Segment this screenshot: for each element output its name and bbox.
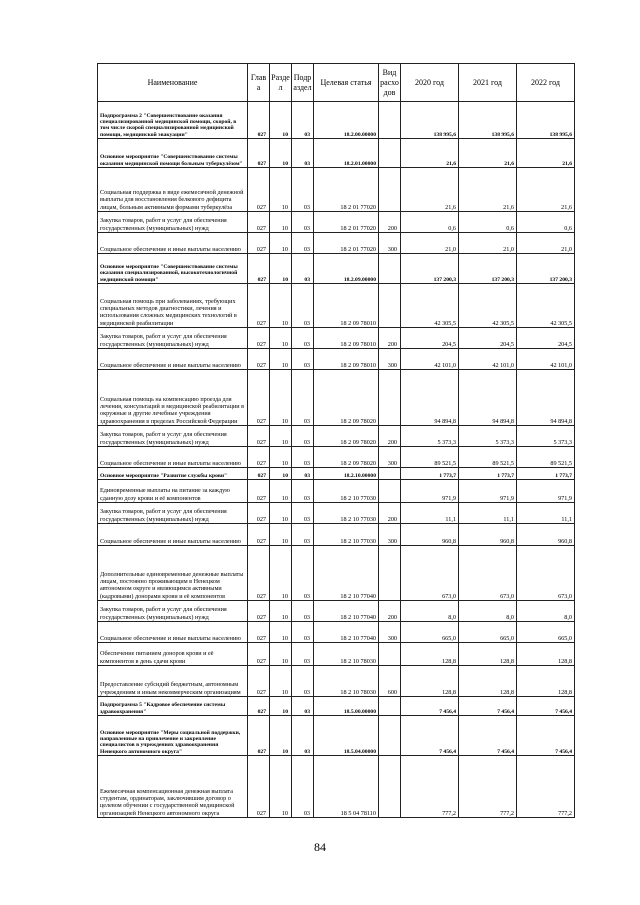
row-razdel: 10: [270, 697, 292, 716]
table-row: [98, 426, 575, 447]
row-2020: 21,0: [401, 233, 459, 254]
row-razdel: 10: [270, 254, 292, 284]
row-vid: 300: [379, 447, 401, 468]
row-2020: 8,0: [401, 601, 459, 622]
row-glava: 027: [248, 284, 270, 328]
row-glava: 027: [248, 102, 270, 139]
row-vid: [379, 139, 401, 168]
row-target: 18.5.00.00000: [314, 697, 379, 716]
table-row: [98, 503, 575, 524]
row-2020: 128,8: [401, 666, 459, 697]
page-number: 84: [314, 840, 326, 854]
row-name: Закупка товаров, работ и услуг для обеспечения государственных (муниципальных) нужд: [98, 328, 248, 349]
row-target: 18 2 10 77030: [314, 524, 379, 546]
row-vid: [379, 697, 401, 716]
row-2022: 777,2: [517, 756, 575, 818]
row-target: 18.2.10.00000: [314, 468, 379, 480]
row-target: 18 2 09 78010: [314, 284, 379, 328]
row-2021: 21,6: [459, 139, 517, 168]
row-2021: 138 995,6: [459, 102, 517, 139]
row-name: Дополнительные единовременные денежные выплаты лицам, постоянно проживающим в Ненецком автономном округе и являющимся активными (кадровыми) донорами крови и её компонентов: [98, 546, 248, 601]
row-2022: 0,6: [517, 212, 575, 233]
row-glava: 027: [248, 622, 270, 643]
row-2022: 7 456,4: [517, 697, 575, 716]
row-target: 18 2 09 78010: [314, 328, 379, 349]
row-2020: 7 456,4: [401, 697, 459, 716]
row-2020: 138 995,6: [401, 102, 459, 139]
row-name: Единовременные выплаты на питание за каждую сданную дозу крови и её компонентов: [98, 480, 248, 503]
row-name: Социальная помощь при заболеваниях, требующих специальных методов диагностики, лечения и использования сложных медицинских технологий в медицинской реабилитации: [98, 284, 248, 328]
row-razdel: 10: [270, 666, 292, 697]
row-name: Предоставление субсидий бюджетным, автономным учреждениям и иным некоммерческим организациям: [98, 666, 248, 697]
row-2021: 777,2: [459, 756, 517, 818]
row-podrazdel: 03: [292, 102, 314, 139]
row-vid: 300: [379, 622, 401, 643]
row-glava: 027: [248, 524, 270, 546]
row-2021: 204,5: [459, 328, 517, 349]
row-2022: 960,8: [517, 524, 575, 546]
row-2021: 1 773,7: [459, 468, 517, 480]
table-row: [98, 328, 575, 349]
row-2020: 5 373,3: [401, 426, 459, 447]
row-podrazdel: 03: [292, 168, 314, 212]
row-razdel: 10: [270, 370, 292, 426]
row-2022: 665,0: [517, 622, 575, 643]
row-2020: 11,1: [401, 503, 459, 524]
row-razdel: 10: [270, 468, 292, 480]
row-razdel: 10: [270, 349, 292, 370]
row-name: Социальное обеспечение и иные выплаты населению: [98, 349, 248, 370]
row-podrazdel: 03: [292, 370, 314, 426]
row-vid: [379, 480, 401, 503]
row-2020: 137 200,3: [401, 254, 459, 284]
row-razdel: 10: [270, 524, 292, 546]
row-2022: 138 995,6: [517, 102, 575, 139]
row-name: Закупка товаров, работ и услуг для обеспечения государственных (муниципальных) нужд: [98, 426, 248, 447]
row-target: 18 2 09 78020: [314, 426, 379, 447]
row-vid: [379, 756, 401, 818]
header-glava: Глав а: [248, 64, 270, 102]
header-2022: 2022 год: [517, 64, 575, 102]
header-target: Целевая статья: [314, 64, 379, 102]
row-target: 18 2 10 77040: [314, 546, 379, 601]
row-razdel: 10: [270, 102, 292, 139]
row-2022: 7 456,4: [517, 716, 575, 756]
row-2020: 960,8: [401, 524, 459, 546]
row-glava: 027: [248, 212, 270, 233]
row-target: 18 2 10 77030: [314, 480, 379, 503]
row-glava: 027: [248, 468, 270, 480]
row-glava: 027: [248, 480, 270, 503]
row-2020: 665,0: [401, 622, 459, 643]
table-row: [98, 756, 575, 818]
row-2022: 971,9: [517, 480, 575, 503]
row-2020: 21,6: [401, 168, 459, 212]
row-2020: 673,0: [401, 546, 459, 601]
header-2020: 2020 год: [401, 64, 459, 102]
row-2022: 8,0: [517, 601, 575, 622]
table-row: [98, 601, 575, 622]
row-vid: 300: [379, 233, 401, 254]
row-vid: 300: [379, 524, 401, 546]
row-name: Социальная помощь на компенсацию проезда для лечения, консультаций и медицинской реабилитации в окружные и другие лечебные учреждения здравоохранения в пределах Российской Федерации: [98, 370, 248, 426]
row-target: 18 2 10 78030: [314, 643, 379, 666]
table-row: [98, 447, 575, 468]
row-glava: 027: [248, 168, 270, 212]
row-vid: 200: [379, 328, 401, 349]
row-podrazdel: 03: [292, 601, 314, 622]
row-2022: 1 773,7: [517, 468, 575, 480]
row-glava: 027: [248, 716, 270, 756]
row-target: 18 5 04 78110: [314, 756, 379, 818]
row-name: Ежемесячная компенсационная денежная выплата студентам, ординаторам, заключившим договор о целевом обучении с государственной медицинской организацией Ненецкого автономного округа: [98, 756, 248, 818]
row-2022: 137 200,3: [517, 254, 575, 284]
row-2021: 7 456,4: [459, 716, 517, 756]
row-razdel: 10: [270, 546, 292, 601]
row-razdel: 10: [270, 622, 292, 643]
row-2020: 42 101,0: [401, 349, 459, 370]
row-podrazdel: 03: [292, 426, 314, 447]
row-podrazdel: 03: [292, 328, 314, 349]
row-vid: [379, 546, 401, 601]
row-target: 18 2 10 78030: [314, 666, 379, 697]
row-podrazdel: 03: [292, 349, 314, 370]
row-name: Основное мероприятие "Развитие службы крови": [98, 468, 248, 480]
row-2022: 42 305,5: [517, 284, 575, 328]
row-vid: 200: [379, 601, 401, 622]
row-2021: 5 373,3: [459, 426, 517, 447]
header-vid: Вид расхо дов: [379, 64, 401, 102]
row-name: Обеспечение питанием доноров крови и её компонентов в день сдачи крови: [98, 643, 248, 666]
row-name: Подпрограмма 2 "Совершенствование оказания специализированной медицинской помощи, скорой, в том числе скорой специализированной медицинской помощи, медицинской эвакуации": [98, 102, 248, 139]
row-target: 18.2.09.00000: [314, 254, 379, 284]
row-glava: 027: [248, 666, 270, 697]
row-target: 18 2 01 77020: [314, 233, 379, 254]
table-row: [98, 284, 575, 328]
row-2021: 94 894,8: [459, 370, 517, 426]
row-2020: 21,6: [401, 139, 459, 168]
row-2020: 94 894,8: [401, 370, 459, 426]
row-podrazdel: 03: [292, 524, 314, 546]
row-2022: 128,8: [517, 666, 575, 697]
table-row: [98, 697, 575, 716]
table-row: [98, 139, 575, 168]
row-2021: 21,0: [459, 233, 517, 254]
row-glava: 027: [248, 447, 270, 468]
row-podrazdel: 03: [292, 716, 314, 756]
row-2020: 89 521,5: [401, 447, 459, 468]
row-podrazdel: 03: [292, 284, 314, 328]
row-name: Подпрограмма 5 "Кадровое обеспечение системы здравоохранения": [98, 697, 248, 716]
row-name: Социальное обеспечение и иные выплаты населению: [98, 233, 248, 254]
header-name: Наименование: [98, 64, 248, 102]
row-2022: 21,6: [517, 139, 575, 168]
table-row: [98, 468, 575, 480]
row-glava: 027: [248, 601, 270, 622]
row-name: Основное мероприятие "Совершенствование системы оказания специализированной, высокотехнологичной медицинской помощи": [98, 254, 248, 284]
row-2021: 8,0: [459, 601, 517, 622]
row-podrazdel: 03: [292, 503, 314, 524]
row-target: 18.5.04.00000: [314, 716, 379, 756]
row-name: Социальное обеспечение и иные выплаты населению: [98, 524, 248, 546]
row-2022: 128,8: [517, 643, 575, 666]
row-name: Социальное обеспечение и иные выплаты населению: [98, 622, 248, 643]
row-2020: 971,9: [401, 480, 459, 503]
row-target: 18 2 09 78010: [314, 349, 379, 370]
row-2020: 777,2: [401, 756, 459, 818]
row-vid: [379, 370, 401, 426]
row-vid: [379, 468, 401, 480]
row-razdel: 10: [270, 601, 292, 622]
row-podrazdel: 03: [292, 546, 314, 601]
row-vid: [379, 254, 401, 284]
row-target: 18 2 10 77040: [314, 622, 379, 643]
row-2021: 673,0: [459, 546, 517, 601]
row-2022: 204,5: [517, 328, 575, 349]
row-name: Социальное обеспечение и иные выплаты населению: [98, 447, 248, 468]
row-2020: 0,6: [401, 212, 459, 233]
row-name: Основное мероприятие "Меры социальной поддержки, направленные на привлечение и закрепление специалистов в учреждениях здравоохранения Ненецкого автономного округа": [98, 716, 248, 756]
row-2022: 673,0: [517, 546, 575, 601]
row-podrazdel: 03: [292, 233, 314, 254]
row-2020: 1 773,7: [401, 468, 459, 480]
row-podrazdel: 03: [292, 480, 314, 503]
row-podrazdel: 03: [292, 468, 314, 480]
row-2022: 5 373,3: [517, 426, 575, 447]
row-glava: 027: [248, 254, 270, 284]
row-target: 18.2.01.00000: [314, 139, 379, 168]
row-razdel: 10: [270, 328, 292, 349]
row-razdel: 10: [270, 643, 292, 666]
row-name: Основное мероприятие "Совершенствование системы оказания медицинской помощи больным туберкулёзом": [98, 139, 248, 168]
row-2021: 971,9: [459, 480, 517, 503]
row-2021: 128,8: [459, 643, 517, 666]
row-name: Закупка товаров, работ и услуг для обеспечения государственных (муниципальных) нужд: [98, 212, 248, 233]
budget-table: [97, 63, 575, 818]
table-body: [98, 102, 575, 818]
row-glava: 027: [248, 756, 270, 818]
row-razdel: 10: [270, 480, 292, 503]
row-vid: [379, 168, 401, 212]
row-2021: 7 456,4: [459, 697, 517, 716]
row-2022: 89 521,5: [517, 447, 575, 468]
table-row: [98, 480, 575, 503]
row-name: Социальная поддержка в виде ежемесячной денежной выплаты для восстановления белкового дефицита лицам, больным активными формами туберкулёза: [98, 168, 248, 212]
row-name: Закупка товаров, работ и услуг для обеспечения государственных (муниципальных) нужд: [98, 503, 248, 524]
row-glava: 027: [248, 370, 270, 426]
row-2022: 21,0: [517, 233, 575, 254]
row-glava: 027: [248, 546, 270, 601]
row-vid: 300: [379, 349, 401, 370]
table-row: [98, 546, 575, 601]
row-target: 18 2 10 77030: [314, 503, 379, 524]
row-vid: 200: [379, 426, 401, 447]
row-podrazdel: 03: [292, 212, 314, 233]
row-glava: 027: [248, 139, 270, 168]
table-row: [98, 622, 575, 643]
row-vid: [379, 284, 401, 328]
row-target: 18 2 09 78020: [314, 447, 379, 468]
row-podrazdel: 03: [292, 697, 314, 716]
row-2022: 11,1: [517, 503, 575, 524]
row-razdel: 10: [270, 233, 292, 254]
row-podrazdel: 03: [292, 139, 314, 168]
row-2021: 42 101,0: [459, 349, 517, 370]
row-2021: 0,6: [459, 212, 517, 233]
row-razdel: 10: [270, 139, 292, 168]
row-target: 18 2 09 78020: [314, 370, 379, 426]
table-row: [98, 643, 575, 666]
row-2020: 204,5: [401, 328, 459, 349]
row-2020: 128,8: [401, 643, 459, 666]
row-2020: 42 305,5: [401, 284, 459, 328]
table-row: [98, 666, 575, 697]
row-razdel: 10: [270, 447, 292, 468]
table-row: [98, 524, 575, 546]
row-2021: 42 305,5: [459, 284, 517, 328]
row-vid: 200: [379, 212, 401, 233]
row-razdel: 10: [270, 212, 292, 233]
row-target: 18 2 01 77020: [314, 168, 379, 212]
header-2021: 2021 год: [459, 64, 517, 102]
row-target: 18 2 01 77020: [314, 212, 379, 233]
row-2021: 960,8: [459, 524, 517, 546]
row-razdel: 10: [270, 284, 292, 328]
row-name: Закупка товаров, работ и услуг для обеспечения государственных (муниципальных) нужд: [98, 601, 248, 622]
row-podrazdel: 03: [292, 254, 314, 284]
table-row: [98, 716, 575, 756]
row-vid: [379, 643, 401, 666]
row-glava: 027: [248, 643, 270, 666]
row-vid: [379, 716, 401, 756]
row-2021: 21,6: [459, 168, 517, 212]
row-razdel: 10: [270, 503, 292, 524]
row-podrazdel: 03: [292, 643, 314, 666]
row-2020: 7 456,4: [401, 716, 459, 756]
table-row: [98, 233, 575, 254]
table-row: [98, 254, 575, 284]
row-vid: [379, 102, 401, 139]
row-target: 18 2 10 77040: [314, 601, 379, 622]
row-2021: 128,8: [459, 666, 517, 697]
table-row: [98, 370, 575, 426]
row-podrazdel: 03: [292, 756, 314, 818]
row-glava: 027: [248, 328, 270, 349]
row-target: 18.2.00.00000: [314, 102, 379, 139]
row-2022: 94 894,8: [517, 370, 575, 426]
row-glava: 027: [248, 233, 270, 254]
row-razdel: 10: [270, 716, 292, 756]
row-2022: 42 101,0: [517, 349, 575, 370]
table-row: [98, 168, 575, 212]
row-podrazdel: 03: [292, 622, 314, 643]
row-podrazdel: 03: [292, 447, 314, 468]
header-podrazdel: Подр аздел: [292, 64, 314, 102]
row-glava: 027: [248, 349, 270, 370]
row-glava: 027: [248, 503, 270, 524]
header-row: [98, 64, 575, 102]
row-2021: 89 521,5: [459, 447, 517, 468]
row-glava: 027: [248, 426, 270, 447]
row-razdel: 10: [270, 168, 292, 212]
row-vid: 600: [379, 666, 401, 697]
row-2022: 21,6: [517, 168, 575, 212]
row-razdel: 10: [270, 426, 292, 447]
row-2021: 137 200,3: [459, 254, 517, 284]
row-2021: 11,1: [459, 503, 517, 524]
row-razdel: 10: [270, 756, 292, 818]
row-vid: 200: [379, 503, 401, 524]
row-podrazdel: 03: [292, 666, 314, 697]
table-row: [98, 102, 575, 139]
header-razdel: Разде л: [270, 64, 292, 102]
row-glava: 027: [248, 697, 270, 716]
row-2021: 665,0: [459, 622, 517, 643]
table-row: [98, 212, 575, 233]
table-row: [98, 349, 575, 370]
